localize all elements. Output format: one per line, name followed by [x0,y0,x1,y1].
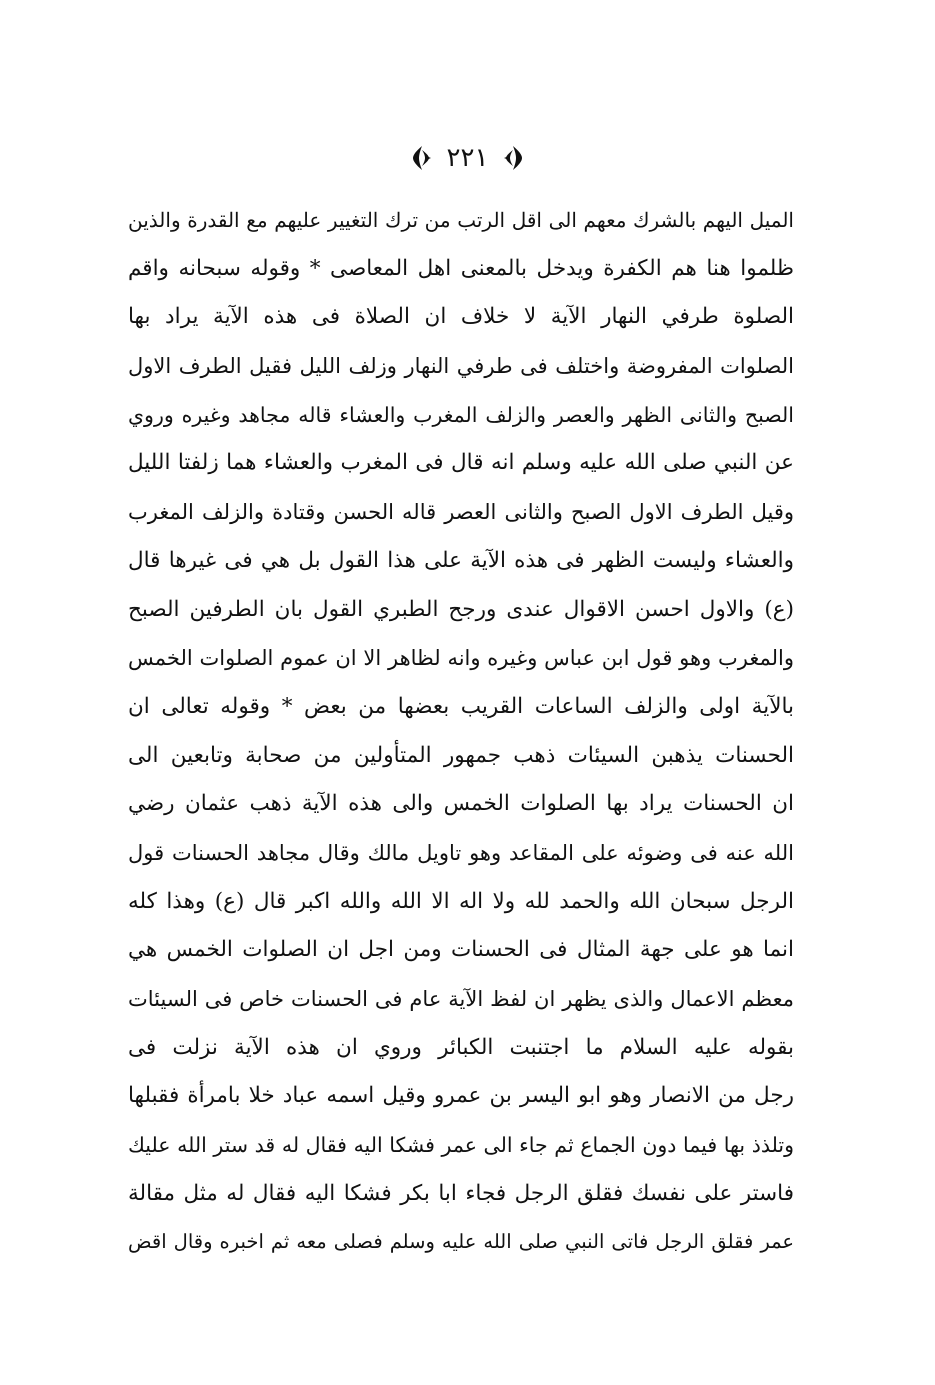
text-line: رجل من الانصار وهو ابو اليسر بن عمرو وقيل اسمه عباد خلا بامرأة فقبلها [128,1083,794,1109]
text-line: ظلموا هنا هم الكفرة ويدخل بالمعنى اهل المعاصى * وقوله سبحانه واقم [128,255,794,281]
ornament-left-icon [411,145,433,171]
text-line: بقوله عليه السلام ما اجتنبت الكبائر وروي ان هذه الآية نزلت فى [128,1034,794,1060]
text-line: ان الحسنات يراد بها الصلوات الخمس والى هذه الآية ذهب عثمان رضي [128,791,794,817]
text-line: بالآية اولى والزلف الساعات القريب بعضها من بعض * وقوله تعالى ان [128,693,794,719]
ornament-right-icon [502,145,524,171]
text-line: وقيل الطرف الاول الصبح والثانى العصر قاله الحسن وقتادة والزلف المغرب [128,500,794,525]
text-line: وتلذذ بها فيما دون الجماع ثم جاء الى عمر فشكا اليه فقال له قد ستر الله عليك [128,1133,794,1158]
text-line: الله عنه فى وضوئه على المقاعد وهو تاويل مالك وقال مجاهد الحسنات قول [128,840,794,865]
text-line: الصبح والثانى الظهر والعصر والزلف المغرب والعشاء قاله مجاهد وغيره وروي [128,402,794,427]
text-line: والعشاء وليست الظهر فى هذه الآية على هذا القول بل هي فى غيرها قال [128,547,794,573]
text-line: معظم الاعمال والذى يظهر ان لفظ الآية عام فى الحسنات خاص فى السيئات [128,987,794,1011]
body-text [128,196,794,1267]
text-line: الرجل سبحان الله والحمد لله ولا اله الا الله والله اكبر قال (ع) وهذا كله [128,888,794,914]
text-line: والمغرب وهو قول ابن عباس وغيره وانه لظاهر الا ان عموم الصلوات الخمس [128,646,794,671]
page-number: ٢٢١ [446,143,489,173]
text-line: عمر فقلق الرجل فاتى النبي صلى الله عليه وسلم فصلى معه ثم اخبره وقال اقض [128,1230,794,1254]
text-line: الحسنات يذهبن السيئات ذهب جمهور المتأولين من صحابة وتابعين الى [128,742,794,768]
text-line: الميل اليهم بالشرك معهم الى اقل الرتب من ترك التغيير عليهم مع القدرة والذين [128,208,794,232]
page-header [0,138,935,178]
text-line: انما هو على جهة المثال فى الحسنات ومن اجل ان الصلوات الخمس هي [128,937,794,963]
text-line: الصلوات المفروضة واختلف فى طرفي النهار وزلف الليل فقيل الطرف الاول [128,354,794,379]
text-line: (ع) والاول احسن الاقوال عندى ورجح الطبري القول بان الطرفين الصبح [128,596,794,622]
text-line: الصلوة طرفي النهار الآية لا خلاف ان الصلاة فى هذه الآية يراد بها [128,304,794,330]
text-line: عن النبي صلى الله عليه وسلم انه قال فى المغرب والعشاء هما زلفتا الليل [128,450,794,476]
text-line: فاستر على نفسك فقلق الرجل فجاء ابا بكر فشكا اليه فقال له مثل مقالة [128,1180,794,1206]
